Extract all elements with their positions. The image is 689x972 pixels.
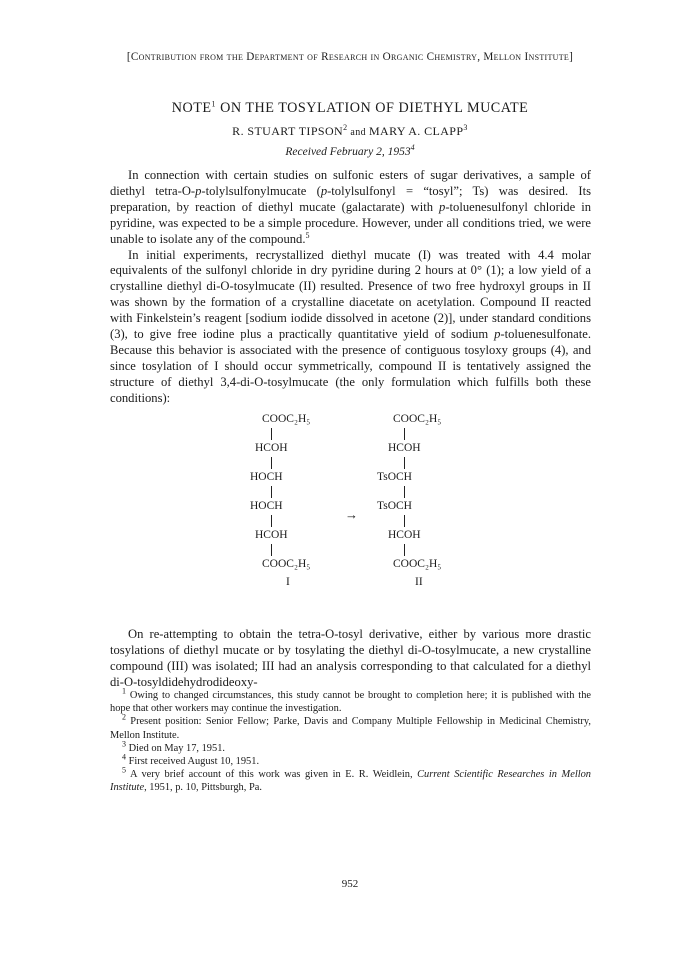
author-2: MARY A. CLAPP: [368, 124, 464, 138]
footnote-1-mark: 1: [122, 686, 126, 696]
footnote-1-text: Owing to changed circumstances, this study cannot be brought to completion here; it is published with the hope that other workers may continue the investigation.: [110, 690, 591, 715]
footnote-3-text: Died on May 17, 1951.: [126, 742, 225, 754]
title-rest: ON THE TOSYLATION OF DIETHYL MUCATE: [216, 100, 529, 116]
body-text-continued: [110, 627, 591, 691]
footnote-4: [110, 752, 591, 768]
footnote-2: [110, 712, 591, 741]
footnote-5: [110, 765, 591, 794]
footnote-4-text: First received August 10, 1951.: [126, 756, 260, 768]
p1-footnote-mark: 5: [305, 230, 310, 240]
received-date: [110, 143, 590, 158]
author-line: [110, 124, 590, 139]
formula-i-bond-2: [271, 457, 272, 469]
formula-i-bottom: COOC₂H₅: [262, 558, 311, 570]
paragraph-1: [110, 168, 591, 248]
formula-ii-bond-1: [404, 428, 405, 440]
page-number: 952: [341, 878, 359, 890]
formula-ii-bond-3: [404, 486, 405, 498]
footnotes: [110, 686, 591, 795]
p1-seg-a: In connection with certain studies on sulfonic esters of sugar derivatives, a sample of diethyl tetra-O-: [110, 168, 591, 198]
formula-ii-label: II: [415, 576, 423, 588]
footnote-5-mark: 5: [122, 765, 126, 775]
author-1-footnote-mark: 2: [343, 123, 348, 132]
author-1: R. STUART TIPSON: [232, 124, 344, 138]
p1-italic-p-1: p: [195, 183, 202, 198]
formula-ii-top: COOC₂H₅: [393, 413, 442, 425]
received-text: Received February 2, 1953: [285, 146, 411, 158]
p1-italic-p-2: p: [320, 183, 328, 198]
formula-i-row-2: HCOH: [255, 442, 288, 454]
formula-ii-bond-2: [404, 457, 405, 469]
footnote-2-mark: 2: [122, 712, 126, 722]
contribution-header: [Contribution from the Department of Research in Organic Chemistry, Mellon Institute]: [126, 51, 574, 63]
p1-seg-d: -toluenesulfonyl chloride in pyridine, was expected to be a simple procedure. However, under all conditions tried, we were unable to isolate any of the compound.: [110, 199, 591, 246]
p1-seg-c: -tolylsulfonyl = “tosyl”; Ts) was desired. Its preparation, by reaction of diethyl mucate (galactarate) with: [110, 183, 591, 214]
formula-ii-bond-4: [404, 515, 405, 527]
article-title: [110, 100, 590, 117]
formula-ii-bond-5: [404, 544, 405, 556]
formula-i-bond-3: [271, 486, 272, 498]
title-footnote-mark: 1: [211, 99, 217, 109]
formula-i-top: COOC₂H₅: [262, 413, 311, 425]
author-2-footnote-mark: 3: [463, 123, 468, 132]
formula-i-bond-5: [271, 544, 272, 556]
formula-i-bond-1: [271, 428, 272, 440]
p1-italic-p-3: p: [439, 199, 446, 214]
formula-ii-row-5: HCOH: [388, 529, 421, 541]
p2-seg-a: In initial experiments, recrystallized diethyl mucate (I) was treated with 4.4 molar equivalents of the sulfonyl chloride in dry pyridine during 2 hours at 0° (1); a low yield of a crystalline diethyl di-O-tosylmucate (II) resulted. Presence of two free hydroxyl groups in II was shown by the formation of a crystalline diacetate on acetylation. Compound II reacted with Finkelstein’s reagent [sodium iodide dissolved in acetone (2)], under standard conditions (3), to give free iodine plus a practically quantitative yield of sodium: [110, 247, 591, 342]
formula-ii-row-3: TsOCH: [377, 471, 412, 483]
p1-seg-b: -tolylsulfonylmucate (: [201, 183, 321, 198]
footnote-5-text-b: , 1951, p. 10, Pittsburgh, Pa.: [144, 782, 262, 794]
body-text: [110, 168, 591, 407]
received-footnote-mark: 4: [410, 143, 415, 153]
formula-i-row-3: HOCH: [250, 471, 283, 483]
footnote-3-mark: 3: [122, 739, 126, 749]
footnote-5-text-a: A very brief account of this work was given in E. R. Weidlein,: [126, 769, 418, 781]
footnote-1: [110, 686, 591, 715]
formula-i-bond-4: [271, 515, 272, 527]
p2-seg-b: -toluenesulfonate. Because this behavior is associated with the presence of contiguous tosyloxy groups (4), and since tosylation of I should occur symmetrically, compound II is tentatively assigned the structure of diethyl 3,4-di-O-tosylmucate (the only formulation which fulfills both these conditions):: [110, 327, 591, 405]
author-conjunction: and: [347, 127, 369, 138]
formula-i-row-4: HOCH: [250, 500, 283, 512]
formula-ii-row-4: TsOCH: [377, 500, 412, 512]
footnote-3: [110, 739, 591, 755]
title-word: NOTE: [171, 100, 212, 116]
p2-italic-p: p: [494, 327, 501, 342]
footnote-4-mark: 4: [122, 752, 126, 762]
formula-ii-bottom: COOC₂H₅: [393, 558, 442, 570]
footnote-5-journal: Current Scientific Researches in Mellon Institute: [110, 769, 591, 794]
formula-i-label: I: [286, 576, 290, 588]
footnote-2-text: Present position: Senior Fellow; Parke, Davis and Company Multiple Fellowship in Medicinal Chemistry, Mellon Institute.: [110, 716, 591, 741]
reaction-arrow: →: [345, 507, 358, 522]
structural-formula: [250, 413, 470, 618]
formula-ii-row-2: HCOH: [388, 442, 421, 454]
paragraph-2: [110, 248, 591, 407]
paragraph-3: On re-attempting to obtain the tetra-O-tosyl derivative, either by various more drastic tosylations of diethyl mucate or by tosylating the diethyl di-O-tosylmucate, a new crystalline compound (III) was isolated; III had an analysis corresponding to that calculated for a diethyl di-O-tosyldidehydrodideoxy-: [110, 627, 591, 689]
formula-i-row-5: HCOH: [255, 529, 288, 541]
